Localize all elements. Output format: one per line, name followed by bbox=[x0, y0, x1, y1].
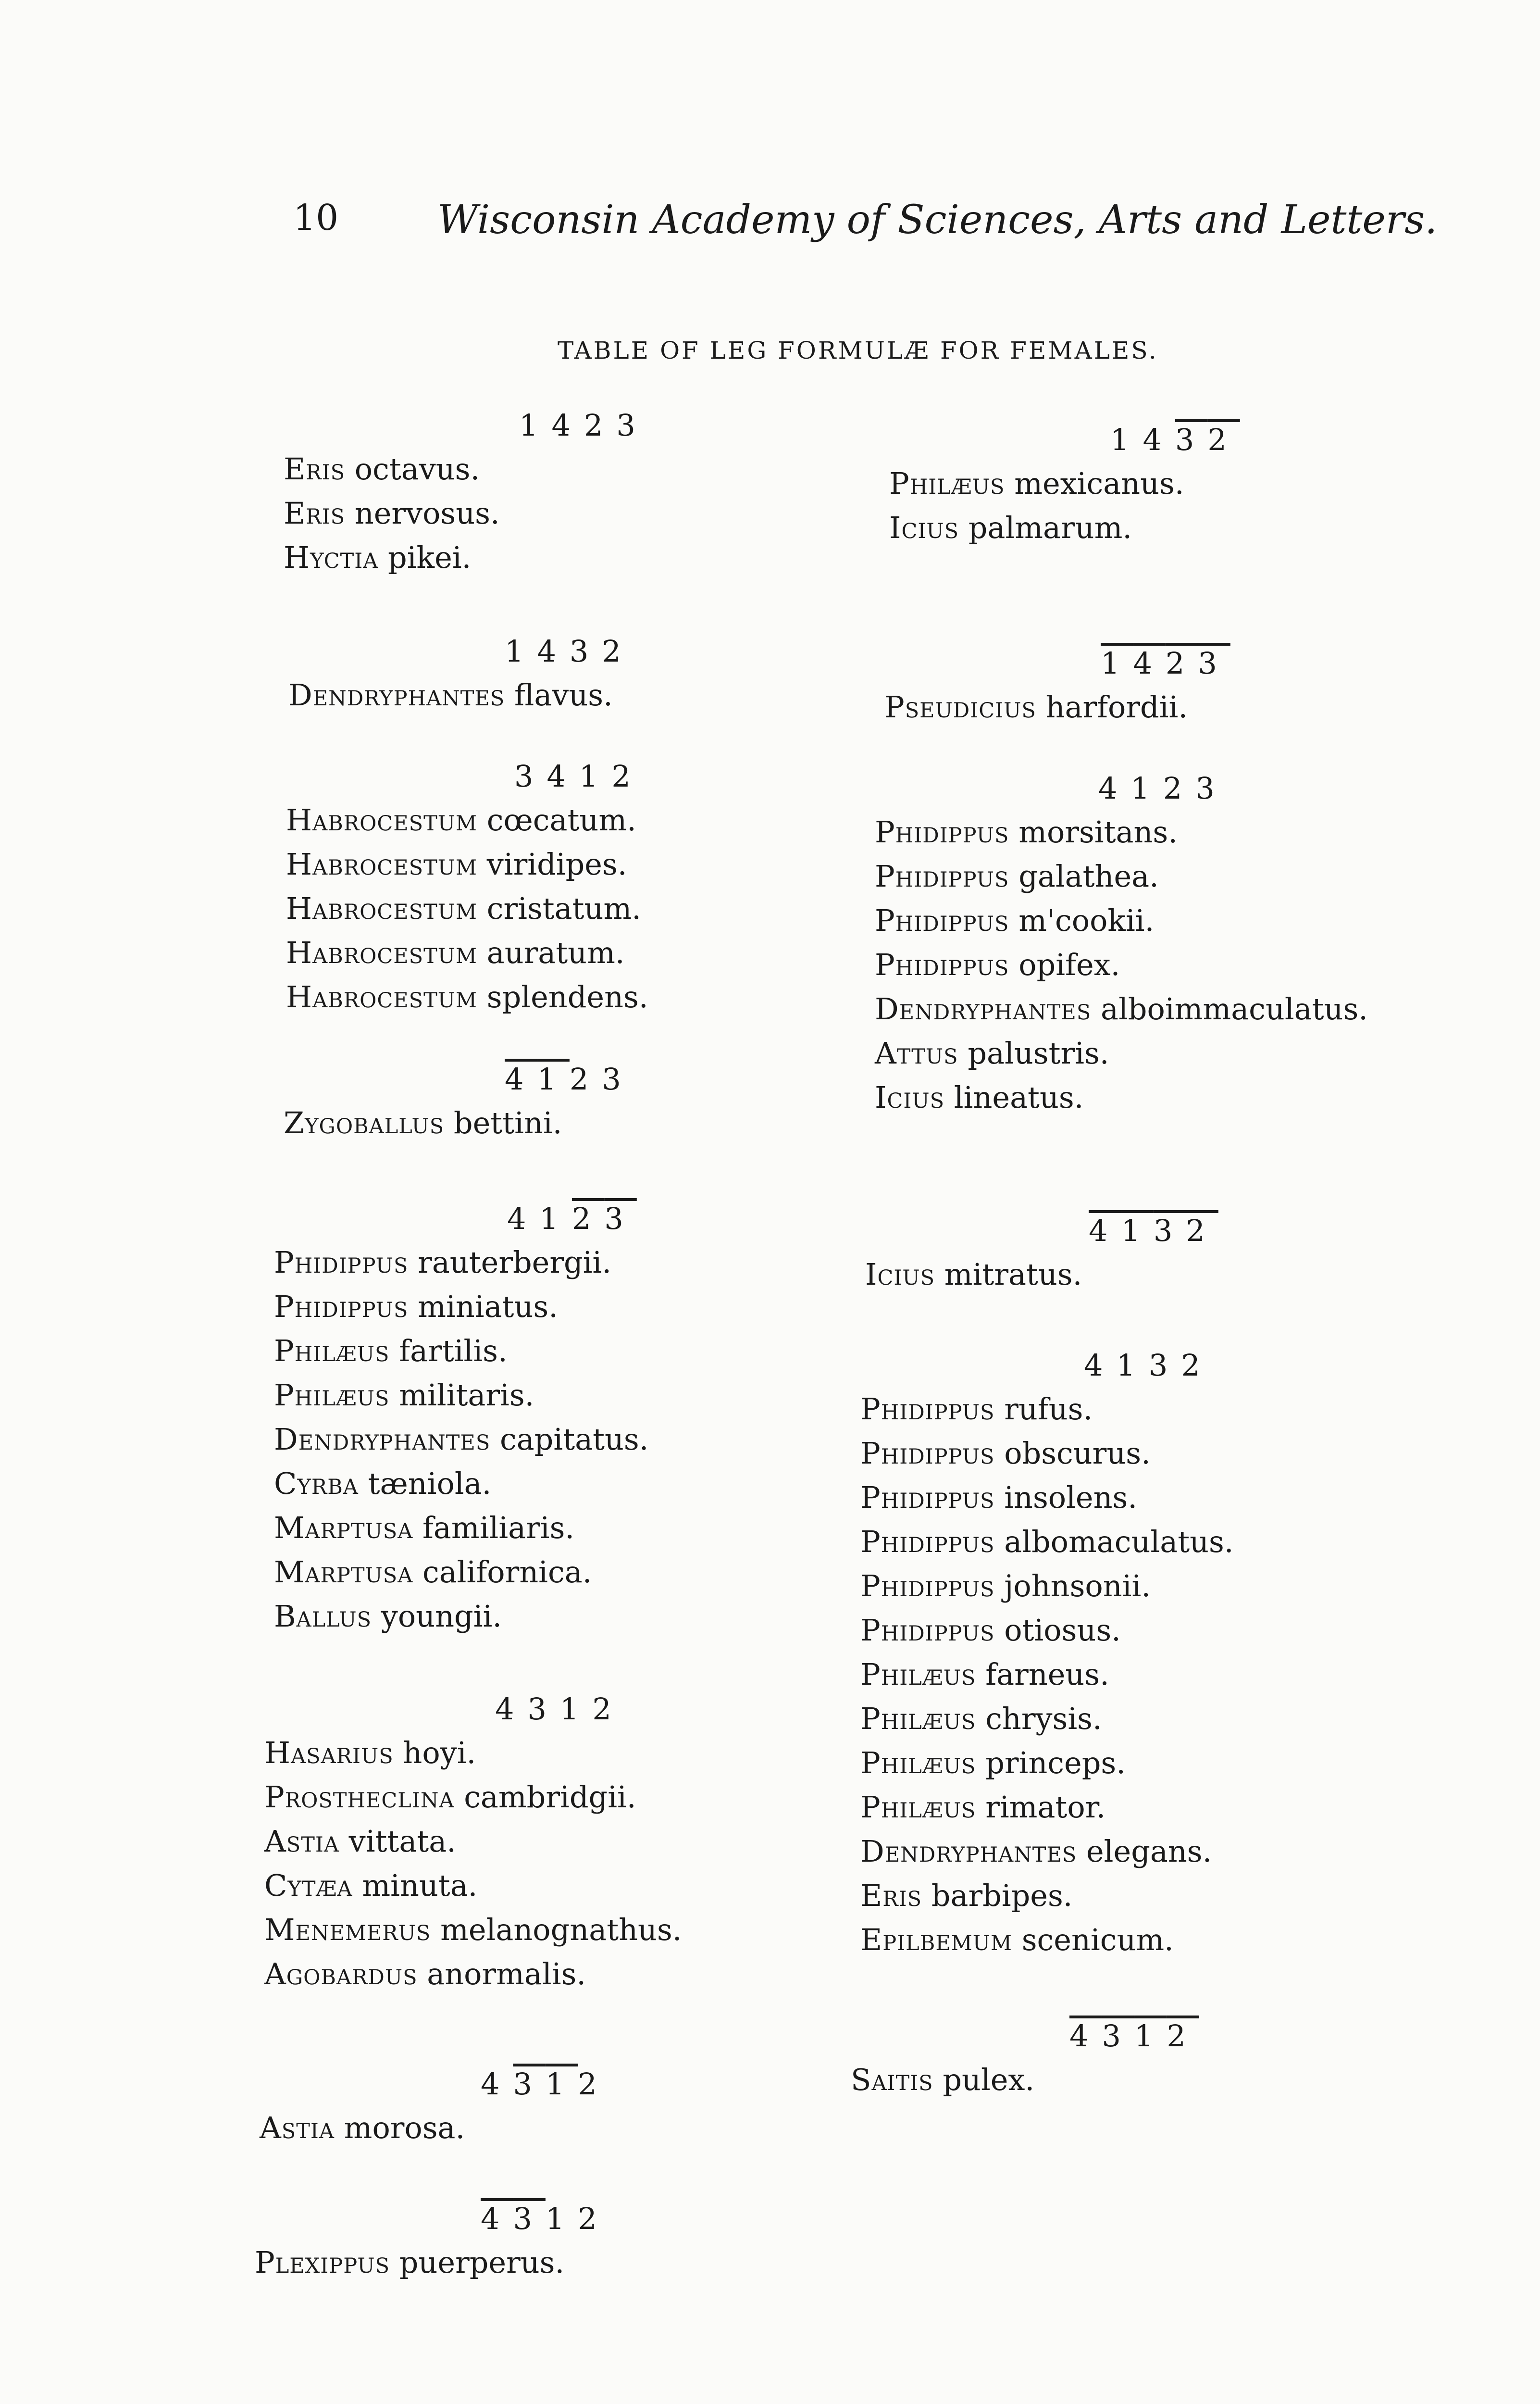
formula-digit: 4 bbox=[1133, 646, 1166, 681]
genus-name: Philæus bbox=[860, 1657, 976, 1692]
species-epithet: opifex. bbox=[1009, 947, 1120, 982]
genus-name: Pseudicius bbox=[884, 689, 1036, 725]
running-title: Wisconsin Academy of Sciences, Arts and Letters. bbox=[437, 197, 1438, 243]
formula-digit: 2 bbox=[584, 408, 617, 443]
species-epithet: anormalis. bbox=[417, 1956, 586, 1991]
formula-digit: 4 bbox=[481, 2201, 513, 2236]
formula-digit: 2 bbox=[602, 634, 634, 669]
genus-name: Astia bbox=[260, 2110, 335, 2145]
species-entry bbox=[860, 1918, 1485, 1962]
genus-name: Phidippus bbox=[860, 1480, 995, 1515]
species-epithet: princeps. bbox=[976, 1745, 1126, 1780]
formula-digit: 4 bbox=[1069, 2018, 1102, 2053]
formula-digit: 1 bbox=[505, 634, 537, 669]
genus-name: Dendryphantes bbox=[875, 991, 1092, 1027]
species-entry bbox=[889, 506, 1514, 550]
formula-digit: 1 bbox=[1121, 1213, 1154, 1248]
formula-digit: 4 bbox=[546, 759, 579, 794]
genus-name: Cyrba bbox=[274, 1466, 359, 1501]
species-entry bbox=[274, 1506, 899, 1550]
genus-name: Phidippus bbox=[875, 903, 1009, 938]
species-entry bbox=[875, 899, 1500, 943]
formula-digit: 4 bbox=[1098, 771, 1131, 806]
species-epithet: capitatus. bbox=[490, 1422, 649, 1457]
species-epithet: otiosus. bbox=[994, 1613, 1121, 1648]
species-entry bbox=[274, 1240, 899, 1285]
genus-name: Philæus bbox=[860, 1790, 976, 1825]
genus-name: Habrocestum bbox=[286, 979, 478, 1014]
species-entry bbox=[875, 987, 1500, 1031]
formula-digit: 2 bbox=[1167, 2018, 1199, 2053]
genus-name: Habrocestum bbox=[286, 847, 478, 882]
species-entry bbox=[875, 943, 1500, 987]
leg-formula bbox=[284, 1058, 908, 1101]
genus-name: Philæus bbox=[889, 466, 1005, 501]
formula-digit: 3 bbox=[1195, 771, 1228, 806]
genus-name: Marptusa bbox=[274, 1554, 413, 1590]
species-epithet: johnsonii. bbox=[994, 1568, 1151, 1603]
species-epithet: palmarum. bbox=[959, 510, 1132, 545]
formula-digit: 2 bbox=[571, 1201, 605, 1236]
species-entry bbox=[286, 798, 911, 842]
page-number: 10 bbox=[293, 197, 339, 238]
genus-name: Habrocestum bbox=[286, 891, 478, 926]
leg-formula bbox=[889, 418, 1514, 462]
species-entry bbox=[264, 1864, 889, 1908]
species-epithet: morosa. bbox=[334, 2110, 465, 2145]
species-epithet: hoyi. bbox=[393, 1735, 476, 1770]
formula-group bbox=[875, 767, 1500, 1120]
species-epithet: rimator. bbox=[976, 1790, 1106, 1825]
formula-digit: 3 bbox=[616, 408, 649, 443]
genus-name: Phidippus bbox=[875, 859, 1009, 894]
genus-name: Menemerus bbox=[264, 1912, 431, 1947]
species-entry bbox=[255, 2241, 880, 2285]
genus-name: Habrocestum bbox=[286, 802, 478, 838]
species-entry bbox=[860, 1431, 1485, 1476]
formula-digit: 2 bbox=[1181, 1348, 1214, 1383]
species-epithet: pulex. bbox=[933, 2062, 1035, 2097]
formula-digit: 3 bbox=[1175, 422, 1208, 457]
genus-name: Plexippus bbox=[255, 2245, 390, 2280]
species-epithet: harfordii. bbox=[1036, 689, 1188, 725]
formula-digit: 4 bbox=[537, 634, 570, 669]
genus-name: Phidippus bbox=[274, 1245, 409, 1280]
genus-name: Zygoballus bbox=[284, 1105, 445, 1140]
formula-digit: 4 bbox=[507, 1201, 540, 1236]
formula-group bbox=[286, 755, 911, 1019]
species-entry bbox=[286, 887, 911, 931]
species-epithet: pikei. bbox=[378, 540, 472, 575]
species-epithet: viridipes. bbox=[477, 847, 627, 882]
species-epithet: cambridgii. bbox=[454, 1779, 636, 1815]
formula-digit: 2 bbox=[578, 2066, 610, 2102]
species-epithet: youngii. bbox=[372, 1599, 502, 1634]
species-epithet: galathea. bbox=[1009, 859, 1159, 894]
formula-digit: 3 bbox=[1198, 646, 1230, 681]
genus-name: Phidippus bbox=[860, 1391, 995, 1427]
genus-name: Habrocestum bbox=[286, 935, 478, 970]
formula-digit: 3 bbox=[569, 634, 602, 669]
species-entry bbox=[286, 931, 911, 975]
species-epithet: rauterbergii. bbox=[408, 1245, 612, 1280]
formula-digit: 1 bbox=[579, 759, 612, 794]
genus-name: Dendryphantes bbox=[288, 677, 505, 713]
genus-name: Phidippus bbox=[860, 1524, 995, 1559]
genus-name: Phidippus bbox=[860, 1613, 995, 1648]
species-entry bbox=[274, 1417, 899, 1462]
species-epithet: lineatus. bbox=[944, 1080, 1084, 1115]
species-entry bbox=[860, 1387, 1485, 1431]
formula-digit: 2 bbox=[1165, 646, 1198, 681]
species-entry bbox=[284, 491, 908, 536]
formula-group bbox=[274, 1197, 899, 1639]
species-entry bbox=[865, 1252, 1490, 1297]
formula-group bbox=[288, 630, 913, 717]
genus-name: Phidippus bbox=[274, 1289, 409, 1324]
genus-name: Icius bbox=[875, 1080, 945, 1115]
formula-digit: 1 bbox=[1101, 646, 1133, 681]
formula-digit: 1 bbox=[539, 1201, 572, 1236]
species-epithet: nervosus. bbox=[345, 496, 500, 531]
species-epithet: vittata. bbox=[339, 1824, 456, 1859]
genus-name: Dendryphantes bbox=[274, 1422, 491, 1457]
formula-digit: 4 bbox=[551, 408, 584, 443]
genus-name: Hasarius bbox=[264, 1735, 394, 1770]
species-entry bbox=[284, 1101, 908, 1145]
species-epithet: splendens. bbox=[477, 979, 648, 1014]
species-epithet: mitratus. bbox=[935, 1257, 1082, 1292]
genus-name: Eris bbox=[284, 451, 346, 487]
species-entry bbox=[274, 1373, 899, 1417]
species-entry bbox=[274, 1462, 899, 1506]
species-epithet: californica. bbox=[413, 1554, 592, 1590]
genus-name: Eris bbox=[284, 496, 346, 531]
species-epithet: mexicanus. bbox=[1005, 466, 1184, 501]
formula-digit: 4 bbox=[495, 1691, 528, 1727]
species-epithet: fartilis. bbox=[389, 1333, 508, 1368]
species-epithet: palustris. bbox=[958, 1036, 1109, 1071]
formula-digit: 1 bbox=[537, 1062, 570, 1097]
formula-digit: 3 bbox=[514, 759, 547, 794]
species-epithet: albomaculatus. bbox=[994, 1524, 1234, 1559]
formula-digit: 4 bbox=[1084, 1348, 1117, 1383]
formula-group bbox=[884, 642, 1509, 729]
formula-digit: 4 bbox=[505, 1062, 537, 1097]
formula-digit: 1 bbox=[1134, 2018, 1167, 2053]
species-entry bbox=[264, 1908, 889, 1952]
formula-digit: 2 bbox=[1186, 1213, 1218, 1248]
formula-group bbox=[889, 418, 1514, 550]
species-entry bbox=[860, 1785, 1485, 1829]
formula-digit: 1 bbox=[1110, 422, 1143, 457]
formula-digit: 3 bbox=[513, 2066, 546, 2102]
species-epithet: insolens. bbox=[994, 1480, 1138, 1515]
species-entry bbox=[288, 673, 913, 717]
genus-name: Philæus bbox=[274, 1377, 390, 1413]
leg-formula bbox=[274, 1197, 899, 1240]
species-entry bbox=[884, 685, 1509, 729]
species-entry bbox=[875, 810, 1500, 854]
table-title: TABLE OF LEG FORMULÆ FOR FEMALES. bbox=[558, 337, 1158, 364]
formula-digit: 4 bbox=[1089, 1213, 1121, 1248]
species-epithet: melanognathus. bbox=[431, 1912, 682, 1947]
genus-name: Icius bbox=[889, 510, 959, 545]
formula-digit: 3 bbox=[1148, 1348, 1181, 1383]
species-epithet: elegans. bbox=[1077, 1834, 1212, 1869]
formula-group bbox=[264, 1688, 889, 1996]
species-entry bbox=[875, 854, 1500, 899]
species-epithet: m'cookii. bbox=[1009, 903, 1155, 938]
formula-digit: 4 bbox=[481, 2066, 513, 2102]
leg-formula bbox=[884, 642, 1509, 685]
species-entry bbox=[875, 1031, 1500, 1076]
formula-digit: 1 bbox=[1130, 771, 1163, 806]
species-epithet: tæniola. bbox=[358, 1466, 492, 1501]
species-epithet: miniatus. bbox=[408, 1289, 558, 1324]
formula-digit: 3 bbox=[1153, 1213, 1186, 1248]
species-epithet: obscurus. bbox=[994, 1436, 1151, 1471]
species-epithet: octavus. bbox=[345, 451, 480, 487]
formula-digit: 2 bbox=[569, 1062, 602, 1097]
formula-digit: 1 bbox=[545, 2201, 578, 2236]
leg-formula bbox=[284, 404, 908, 447]
genus-name: Saitis bbox=[851, 2062, 933, 2097]
formula-digit: 3 bbox=[527, 1691, 560, 1727]
formula-group bbox=[260, 2063, 884, 2150]
species-epithet: farneus. bbox=[976, 1657, 1109, 1692]
genus-name: Cytæa bbox=[264, 1868, 353, 1903]
species-epithet: rufus. bbox=[994, 1391, 1093, 1427]
formula-digit: 1 bbox=[1116, 1348, 1149, 1383]
species-entry bbox=[274, 1285, 899, 1329]
species-epithet: bettini. bbox=[444, 1105, 562, 1140]
formula-digit: 2 bbox=[1163, 771, 1196, 806]
species-entry bbox=[860, 1741, 1485, 1785]
species-entry bbox=[274, 1550, 899, 1594]
formula-digit: 3 bbox=[604, 1201, 637, 1236]
genus-name: Marptusa bbox=[274, 1510, 413, 1545]
species-entry bbox=[274, 1594, 899, 1639]
species-entry bbox=[860, 1520, 1485, 1564]
genus-name: Phidippus bbox=[875, 814, 1009, 850]
genus-name: Dendryphantes bbox=[860, 1834, 1077, 1869]
leg-formula bbox=[260, 2063, 884, 2106]
leg-formula bbox=[851, 2015, 1476, 2058]
species-entry bbox=[860, 1608, 1485, 1653]
species-epithet: alboimmaculatus. bbox=[1091, 991, 1368, 1027]
species-entry bbox=[860, 1874, 1485, 1918]
species-entry bbox=[860, 1564, 1485, 1608]
leg-formula bbox=[865, 1209, 1490, 1252]
genus-name: Philæus bbox=[860, 1745, 976, 1780]
species-entry bbox=[264, 1775, 889, 1819]
genus-name: Ballus bbox=[274, 1599, 372, 1634]
species-epithet: cristatum. bbox=[477, 891, 641, 926]
species-epithet: militaris. bbox=[389, 1377, 534, 1413]
genus-name: Philæus bbox=[860, 1701, 976, 1736]
species-entry bbox=[860, 1476, 1485, 1520]
species-entry bbox=[274, 1329, 899, 1373]
genus-name: Icius bbox=[865, 1257, 935, 1292]
genus-name: Agobardus bbox=[264, 1956, 418, 1991]
species-epithet: minuta. bbox=[352, 1868, 478, 1903]
species-entry bbox=[264, 1952, 889, 1996]
leg-formula bbox=[860, 1344, 1485, 1387]
species-entry bbox=[875, 1076, 1500, 1120]
species-entry bbox=[284, 447, 908, 491]
species-epithet: morsitans. bbox=[1009, 814, 1178, 850]
leg-formula bbox=[255, 2197, 880, 2241]
genus-name: Eris bbox=[860, 1878, 922, 1913]
species-epithet: barbipes. bbox=[922, 1878, 1073, 1913]
formula-group bbox=[851, 2015, 1476, 2102]
formula-group bbox=[284, 404, 908, 580]
formula-digit: 1 bbox=[519, 408, 552, 443]
species-entry bbox=[851, 2058, 1476, 2102]
species-epithet: scenicum. bbox=[1012, 1922, 1174, 1957]
formula-digit: 3 bbox=[602, 1062, 634, 1097]
genus-name: Phidippus bbox=[875, 947, 1009, 982]
genus-name: Prostheclina bbox=[264, 1779, 455, 1815]
formula-digit: 4 bbox=[1143, 422, 1175, 457]
genus-name: Epilbemum bbox=[860, 1922, 1013, 1957]
species-entry bbox=[860, 1653, 1485, 1697]
species-entry bbox=[860, 1697, 1485, 1741]
genus-name: Phidippus bbox=[860, 1568, 995, 1603]
genus-name: Attus bbox=[875, 1036, 958, 1071]
formula-group bbox=[865, 1209, 1490, 1297]
species-entry bbox=[264, 1819, 889, 1864]
leg-formula bbox=[288, 630, 913, 673]
species-entry bbox=[284, 536, 908, 580]
species-epithet: cœcatum. bbox=[477, 802, 636, 838]
formula-digit: 3 bbox=[1102, 2018, 1134, 2053]
formula-digit: 3 bbox=[513, 2201, 546, 2236]
species-entry bbox=[260, 2106, 884, 2150]
species-entry bbox=[889, 462, 1514, 506]
formula-digit: 2 bbox=[578, 2201, 610, 2236]
formula-group bbox=[255, 2197, 880, 2285]
species-entry bbox=[286, 975, 911, 1019]
species-entry bbox=[264, 1731, 889, 1775]
species-epithet: puerperus. bbox=[390, 2245, 565, 2280]
formula-digit: 2 bbox=[592, 1691, 625, 1727]
genus-name: Phidippus bbox=[860, 1436, 995, 1471]
species-epithet: chrysis. bbox=[976, 1701, 1102, 1736]
species-entry bbox=[860, 1829, 1485, 1874]
species-epithet: familiaris. bbox=[413, 1510, 575, 1545]
formula-digit: 1 bbox=[559, 1691, 593, 1727]
species-epithet: auratum. bbox=[477, 935, 625, 970]
genus-name: Philæus bbox=[274, 1333, 390, 1368]
formula-group bbox=[860, 1344, 1485, 1962]
leg-formula bbox=[264, 1688, 889, 1731]
species-entry bbox=[286, 842, 911, 887]
genus-name: Hyctia bbox=[284, 540, 379, 575]
leg-formula bbox=[286, 755, 911, 798]
leg-formula bbox=[875, 767, 1500, 810]
formula-digit: 2 bbox=[611, 759, 644, 794]
page-header bbox=[293, 188, 1438, 264]
genus-name: Astia bbox=[264, 1824, 339, 1859]
formula-digit: 1 bbox=[545, 2066, 578, 2102]
formula-digit: 2 bbox=[1207, 422, 1240, 457]
species-epithet: flavus. bbox=[505, 677, 613, 713]
formula-group bbox=[284, 1058, 908, 1145]
